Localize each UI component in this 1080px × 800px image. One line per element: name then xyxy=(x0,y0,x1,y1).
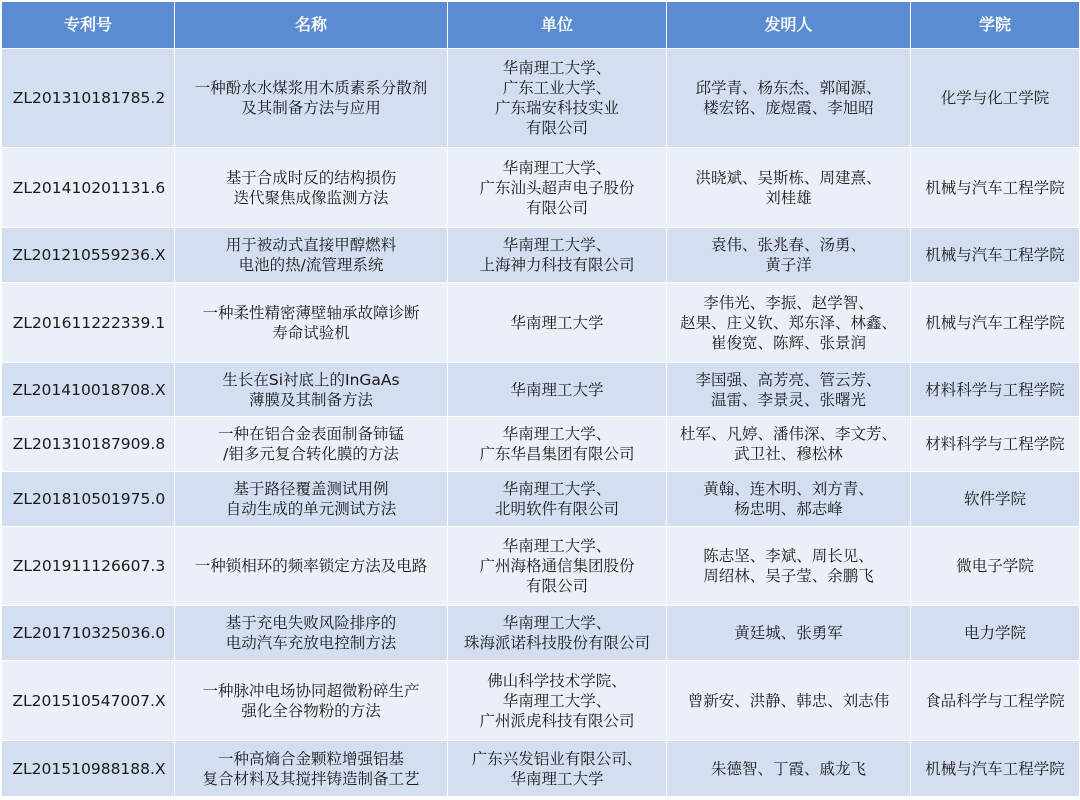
unit-cell xyxy=(448,283,667,363)
patent-name-line: 一种脉冲电场协同超微粉碎生产 xyxy=(202,681,420,700)
inventors-cell xyxy=(667,363,911,417)
unit-line: 华南理工大学 xyxy=(510,313,604,332)
unit-line: 广东汕头超声电子股份 xyxy=(479,178,635,197)
patent-number-cell: ZL201410018708.X xyxy=(2,363,175,417)
college-cell: 机械与汽车工程学院 xyxy=(911,741,1080,797)
patent-name-line: 自动生成的单元测试方法 xyxy=(225,500,397,518)
inventors-line: 杨忠明、郝志峰 xyxy=(734,500,843,518)
table-body xyxy=(2,49,1080,797)
unit-line: 有限公司 xyxy=(525,198,588,217)
patent-name-line: 一种柔性精密薄壁轴承故障诊断 xyxy=(202,303,420,322)
patent-name-line: 基于充电失败风险排序的 xyxy=(225,614,397,632)
patent-name-line: 基于合成时反的结构损伤 xyxy=(225,168,397,187)
inventors-cell xyxy=(667,283,911,363)
header-name: 名称 xyxy=(175,2,448,49)
patent-name-line: 一种高熵合金颗粒增强铝基 xyxy=(217,749,404,768)
patent-number-cell: ZL201510547007.X xyxy=(2,661,175,741)
patent-table xyxy=(1,1,1080,797)
patent-name-line: 电动汽车充放电控制方法 xyxy=(225,634,397,652)
patent-name-cell xyxy=(175,148,448,228)
inventors-line: 崔俊宽、陈辉、张景润 xyxy=(710,333,866,352)
unit-line: 华南理工大学 xyxy=(510,380,604,399)
unit-line: 有限公司 xyxy=(525,577,588,595)
inventors-cell xyxy=(667,741,911,797)
unit-line: 珠海派诺科技股份有限公司 xyxy=(463,634,650,652)
inventors-line: 袁伟、张兆春、汤勇、 xyxy=(710,236,866,254)
table-row xyxy=(2,527,1080,606)
patent-name-cell xyxy=(175,472,448,527)
inventors-cell xyxy=(667,228,911,283)
header-inventors: 发明人 xyxy=(667,2,911,49)
unit-line: 广东华昌集团有限公司 xyxy=(479,445,635,463)
table-row xyxy=(2,606,1080,661)
inventors-line: 武卫社、穆松林 xyxy=(734,445,843,463)
inventors-line: 黄廷城、张勇军 xyxy=(734,624,843,642)
inventors-line: 黄子洋 xyxy=(765,256,812,274)
header-row xyxy=(2,2,1080,49)
unit-cell xyxy=(448,49,667,148)
inventors-cell xyxy=(667,417,911,472)
inventors-line: 黄翰、连木明、刘方青、 xyxy=(703,480,874,498)
unit-cell xyxy=(448,363,667,417)
unit-line: 广州派虎科技有限公司 xyxy=(479,711,635,730)
patent-name-cell xyxy=(175,283,448,363)
unit-cell xyxy=(448,606,667,661)
patent-number-cell: ZL201710325036.0 xyxy=(2,606,175,661)
patent-name-cell xyxy=(175,49,448,148)
patent-name-line: 一种酚水水煤浆用木质素系分散剂 xyxy=(194,79,428,97)
patent-number-cell: ZL201510988188.X xyxy=(2,741,175,797)
college-cell: 机械与汽车工程学院 xyxy=(911,228,1080,283)
inventors-line: 邱学青、杨东杰、郭闻源、 xyxy=(695,79,882,97)
college-cell: 食品科学与工程学院 xyxy=(911,661,1080,741)
patent-name-line: 用于被动式直接甲醇燃料 xyxy=(225,236,397,254)
college-cell: 电力学院 xyxy=(911,606,1080,661)
patent-name-line: 迭代聚焦成像监测方法 xyxy=(233,188,389,207)
patent-name-line: 寿命试验机 xyxy=(272,323,350,342)
inventors-cell xyxy=(667,661,911,741)
college-cell: 材料科学与工程学院 xyxy=(911,363,1080,417)
unit-cell xyxy=(448,472,667,527)
patent-number-cell: ZL201210559236.X xyxy=(2,228,175,283)
unit-cell xyxy=(448,741,667,797)
inventors-line: 温雷、李景灵、张曙光 xyxy=(710,390,866,409)
table-row xyxy=(2,417,1080,472)
inventors-line: 朱德智、丁霞、戚龙飞 xyxy=(710,759,866,778)
college-cell: 材料科学与工程学院 xyxy=(911,417,1080,472)
table-row xyxy=(2,661,1080,741)
patent-number-cell: ZL201810501975.0 xyxy=(2,472,175,527)
header-unit: 单位 xyxy=(448,2,667,49)
table-row xyxy=(2,228,1080,283)
patent-name-line: 电池的热/流管理系统 xyxy=(238,256,384,274)
patent-name-cell xyxy=(175,741,448,797)
unit-cell xyxy=(448,228,667,283)
patent-name-line: 复合材料及其搅拌铸造制备工艺 xyxy=(202,769,420,788)
college-cell: 机械与汽车工程学院 xyxy=(911,148,1080,228)
unit-line: 华南理工大学、 xyxy=(502,691,612,710)
inventors-cell xyxy=(667,527,911,606)
unit-line: 广州海格通信集团股份 xyxy=(479,557,635,575)
patent-name-cell xyxy=(175,363,448,417)
inventors-line: 陈志坚、李斌、周长见、 xyxy=(703,547,874,565)
inventors-line: 李伟光、李振、赵学智、 xyxy=(703,293,874,312)
unit-line: 广东兴发铝业有限公司、 xyxy=(471,749,643,768)
inventors-line: 刘桂雄 xyxy=(765,188,812,207)
patent-name-cell xyxy=(175,606,448,661)
unit-line: 华南理工大学、 xyxy=(502,480,612,498)
inventors-cell xyxy=(667,472,911,527)
unit-line: 广东工业大学、 xyxy=(502,79,612,97)
patent-name-cell xyxy=(175,527,448,606)
table-row xyxy=(2,283,1080,363)
patent-name-line: 生长在Si衬底上的InGaAs xyxy=(222,370,400,389)
unit-line: 华南理工大学、 xyxy=(502,158,612,177)
patent-name-cell xyxy=(175,417,448,472)
table-row xyxy=(2,148,1080,228)
header-patent-number: 专利号 xyxy=(2,2,175,49)
unit-cell xyxy=(448,527,667,606)
inventors-line: 赵果、庄义钦、郑东泽、林鑫、 xyxy=(679,313,897,332)
patent-name-cell xyxy=(175,228,448,283)
unit-line: 北明软件有限公司 xyxy=(494,500,619,518)
inventors-cell xyxy=(667,148,911,228)
patent-name-line: /钼多元复合转化膜的方法 xyxy=(223,445,399,463)
unit-line: 华南理工大学、 xyxy=(502,614,612,632)
inventors-line: 楼宏铭、庞煜霞、李旭昭 xyxy=(703,99,874,117)
patent-number-cell: ZL201410201131.6 xyxy=(2,148,175,228)
inventors-line: 曾新安、洪静、韩忠、刘志伟 xyxy=(687,691,890,710)
unit-line: 有限公司 xyxy=(525,119,588,137)
unit-line: 华南理工大学 xyxy=(510,769,604,788)
inventors-line: 杜军、凡婷、潘伟深、李文芳、 xyxy=(679,425,897,443)
college-cell: 化学与化工学院 xyxy=(911,49,1080,148)
unit-line: 华南理工大学、 xyxy=(502,537,612,555)
unit-line: 华南理工大学、 xyxy=(502,425,612,443)
unit-line: 华南理工大学、 xyxy=(502,236,612,254)
inventors-cell xyxy=(667,49,911,148)
inventors-line: 洪晓斌、吴斯栋、周建熹、 xyxy=(695,168,882,187)
patent-name-line: 一种锁相环的频率锁定方法及电路 xyxy=(194,557,428,575)
table-row xyxy=(2,472,1080,527)
college-cell: 微电子学院 xyxy=(911,527,1080,606)
table-row xyxy=(2,363,1080,417)
inventors-line: 周绍林、吴子莹、余鹏飞 xyxy=(703,567,874,585)
unit-line: 广东瑞安科技实业 xyxy=(494,99,619,117)
unit-cell xyxy=(448,417,667,472)
patent-number-cell: ZL201310187909.8 xyxy=(2,417,175,472)
patent-number-cell: ZL201611222339.1 xyxy=(2,283,175,363)
unit-line: 华南理工大学、 xyxy=(502,59,612,77)
unit-cell xyxy=(448,661,667,741)
patent-name-cell xyxy=(175,661,448,741)
table-row xyxy=(2,741,1080,797)
unit-cell xyxy=(448,148,667,228)
patent-name-line: 强化全谷物粉的方法 xyxy=(241,701,381,720)
unit-line: 佛山科学技术学院、 xyxy=(487,671,627,690)
patent-name-line: 薄膜及其制备方法 xyxy=(248,390,373,409)
patent-number-cell: ZL201310181785.2 xyxy=(2,49,175,148)
patent-number-cell: ZL201911126607.3 xyxy=(2,527,175,606)
table-row xyxy=(2,49,1080,148)
unit-line: 上海神力科技有限公司 xyxy=(479,256,635,274)
college-cell: 软件学院 xyxy=(911,472,1080,527)
inventors-line: 李国强、高芳亮、管云芳、 xyxy=(695,370,882,389)
patent-name-line: 及其制备方法与应用 xyxy=(241,99,381,117)
inventors-cell xyxy=(667,606,911,661)
header-college: 学院 xyxy=(911,2,1080,49)
patent-name-line: 基于路径覆盖测试用例 xyxy=(233,480,389,498)
college-cell: 机械与汽车工程学院 xyxy=(911,283,1080,363)
patent-name-line: 一种在铝合金表面制备铈锰 xyxy=(217,425,404,443)
